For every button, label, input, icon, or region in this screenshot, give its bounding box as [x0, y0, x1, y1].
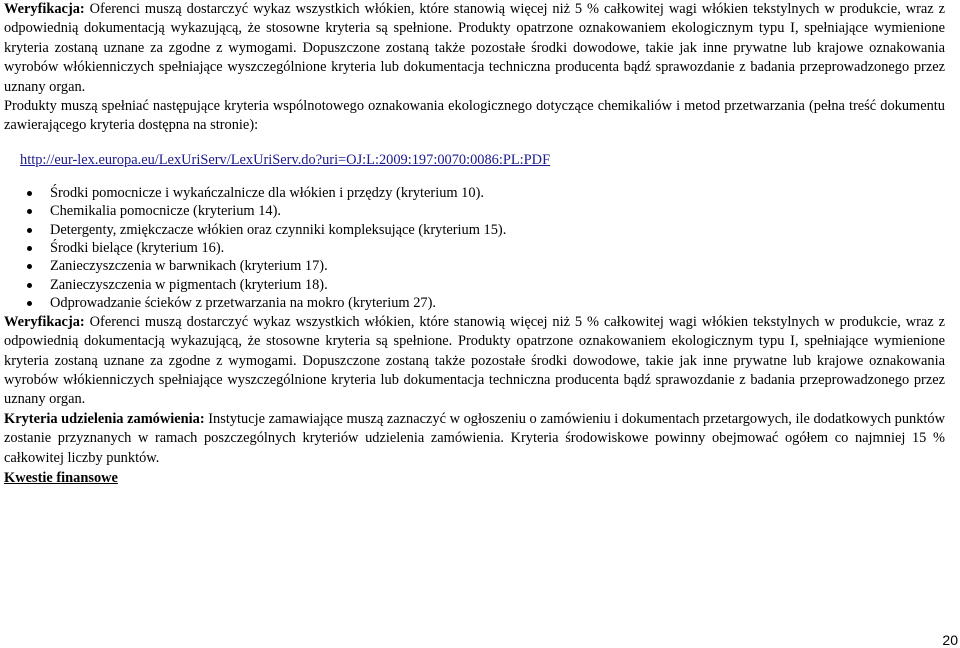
bullet-icon	[27, 246, 32, 251]
list-item-text: Chemikalia pomocnicze (kryterium 14).	[50, 203, 281, 220]
page-number: 20	[942, 632, 958, 648]
list-item	[50, 239, 945, 257]
list-item-text: Odprowadzanie ścieków z przetwarzania na mokro (kryterium 27).	[50, 295, 436, 312]
bullet-icon	[27, 283, 32, 288]
verification-paragraph-1	[4, 0, 945, 97]
criteria-list	[4, 184, 945, 313]
verification-label: Weryfikacja:	[4, 313, 85, 330]
bullet-icon	[27, 191, 32, 196]
document-page	[4, 0, 945, 488]
bullet-icon	[27, 301, 32, 306]
list-item	[50, 202, 945, 220]
verification-text: Oferenci muszą dostarczyć wykaz wszystkich włókien, które stanowią więcej niż 5 % całkowitej wagi włókien tekstylnych w produkcie, wraz z odpowiednią dokumentacją wykazującą, że stosowne kryteria są spełnione. Produkty opatrzone oznakowaniem ekologicznym typu I, spełniające wymienione kryteria zostaną uznane za zgodne z wymogami. Dopuszczone zostaną także pozostałe środki dowodowe, takie jak inne prywatne lub krajowe oznakowania wyrobów włókienniczych spełniające wyszczególnione kryteria lub dokumentacja techniczna producenta bądź sprawozdanie z badania przeprowadzonego przez uznany organ.	[4, 313, 945, 408]
list-item-text: Środki bielące (kryterium 16).	[50, 240, 225, 257]
link-row	[20, 150, 945, 170]
list-item	[50, 294, 945, 312]
award-criteria-paragraph	[4, 410, 945, 468]
bullet-icon	[27, 228, 32, 233]
list-item-text: Zanieczyszczenia w barwnikach (kryterium 17).	[50, 258, 328, 275]
list-item-text: Środki pomocnicze i wykańczalnicze dla włókien i przędzy (kryterium 10).	[50, 184, 484, 201]
verification-paragraph-2	[4, 313, 945, 410]
award-criteria-label: Kryteria udzielenia zamówienia:	[4, 410, 205, 427]
award-criteria-text: Instytucje zamawiające muszą zaznaczyć w ogłoszeniu o zamówieniu i dokumentach przetargowych, ile dodatkowych punktów zostanie przyznanych w ramach poszczególnych kryteriów udzielenia zamówienia. Kryteria środowiskowe powinny obejmować ogółem co najmniej 15 % całkowitej liczby punktów.	[4, 410, 945, 466]
intro-paragraph: Produkty muszą spełniać następujące kryteria wspólnotowego oznakowania ekologicznego dotyczące chemikaliów i metod przetwarzania (pełna treść dokumentu zawierającego kryteria dostępna na stronie):	[4, 98, 945, 134]
list-item	[50, 276, 945, 294]
list-item	[50, 184, 945, 202]
verification-text: Oferenci muszą dostarczyć wykaz wszystkich włókien, które stanowią więcej niż 5 % całkowitej wagi włókien tekstylnych w produkcie, wraz z odpowiednią dokumentacją wykazującą, że stosowne kryteria są spełnione. Produkty opatrzone oznakowaniem ekologicznym typu I, spełniające wymienione kryteria zostaną uznane za zgodne z wymogami. Dopuszczone zostaną także pozostałe środki dowodowe, takie jak inne prywatne lub krajowe oznakowania wyrobów włókienniczych spełniające wyszczególnione kryteria lub dokumentacja techniczna producenta bądź sprawozdanie z badania przeprowadzonego przez uznany organ.	[4, 1, 945, 95]
bullet-icon	[27, 264, 32, 269]
list-item-text: Zanieczyszczenia w pigmentach (kryterium 18).	[50, 276, 328, 293]
list-item	[50, 221, 945, 239]
list-item-text: Detergenty, zmiękczacze włókien oraz czynniki kompleksujące (kryterium 15).	[50, 221, 507, 238]
section-heading: Kwestie finansowe	[4, 469, 118, 486]
verification-label: Weryfikacja:	[4, 1, 85, 17]
bullet-icon	[27, 209, 32, 214]
list-item	[50, 257, 945, 275]
eur-lex-link[interactable]: http://eur-lex.europa.eu/LexUriServ/LexUriServ.do?uri=OJ:L:2009:197:0070:0086:PL:PDF	[20, 151, 551, 168]
